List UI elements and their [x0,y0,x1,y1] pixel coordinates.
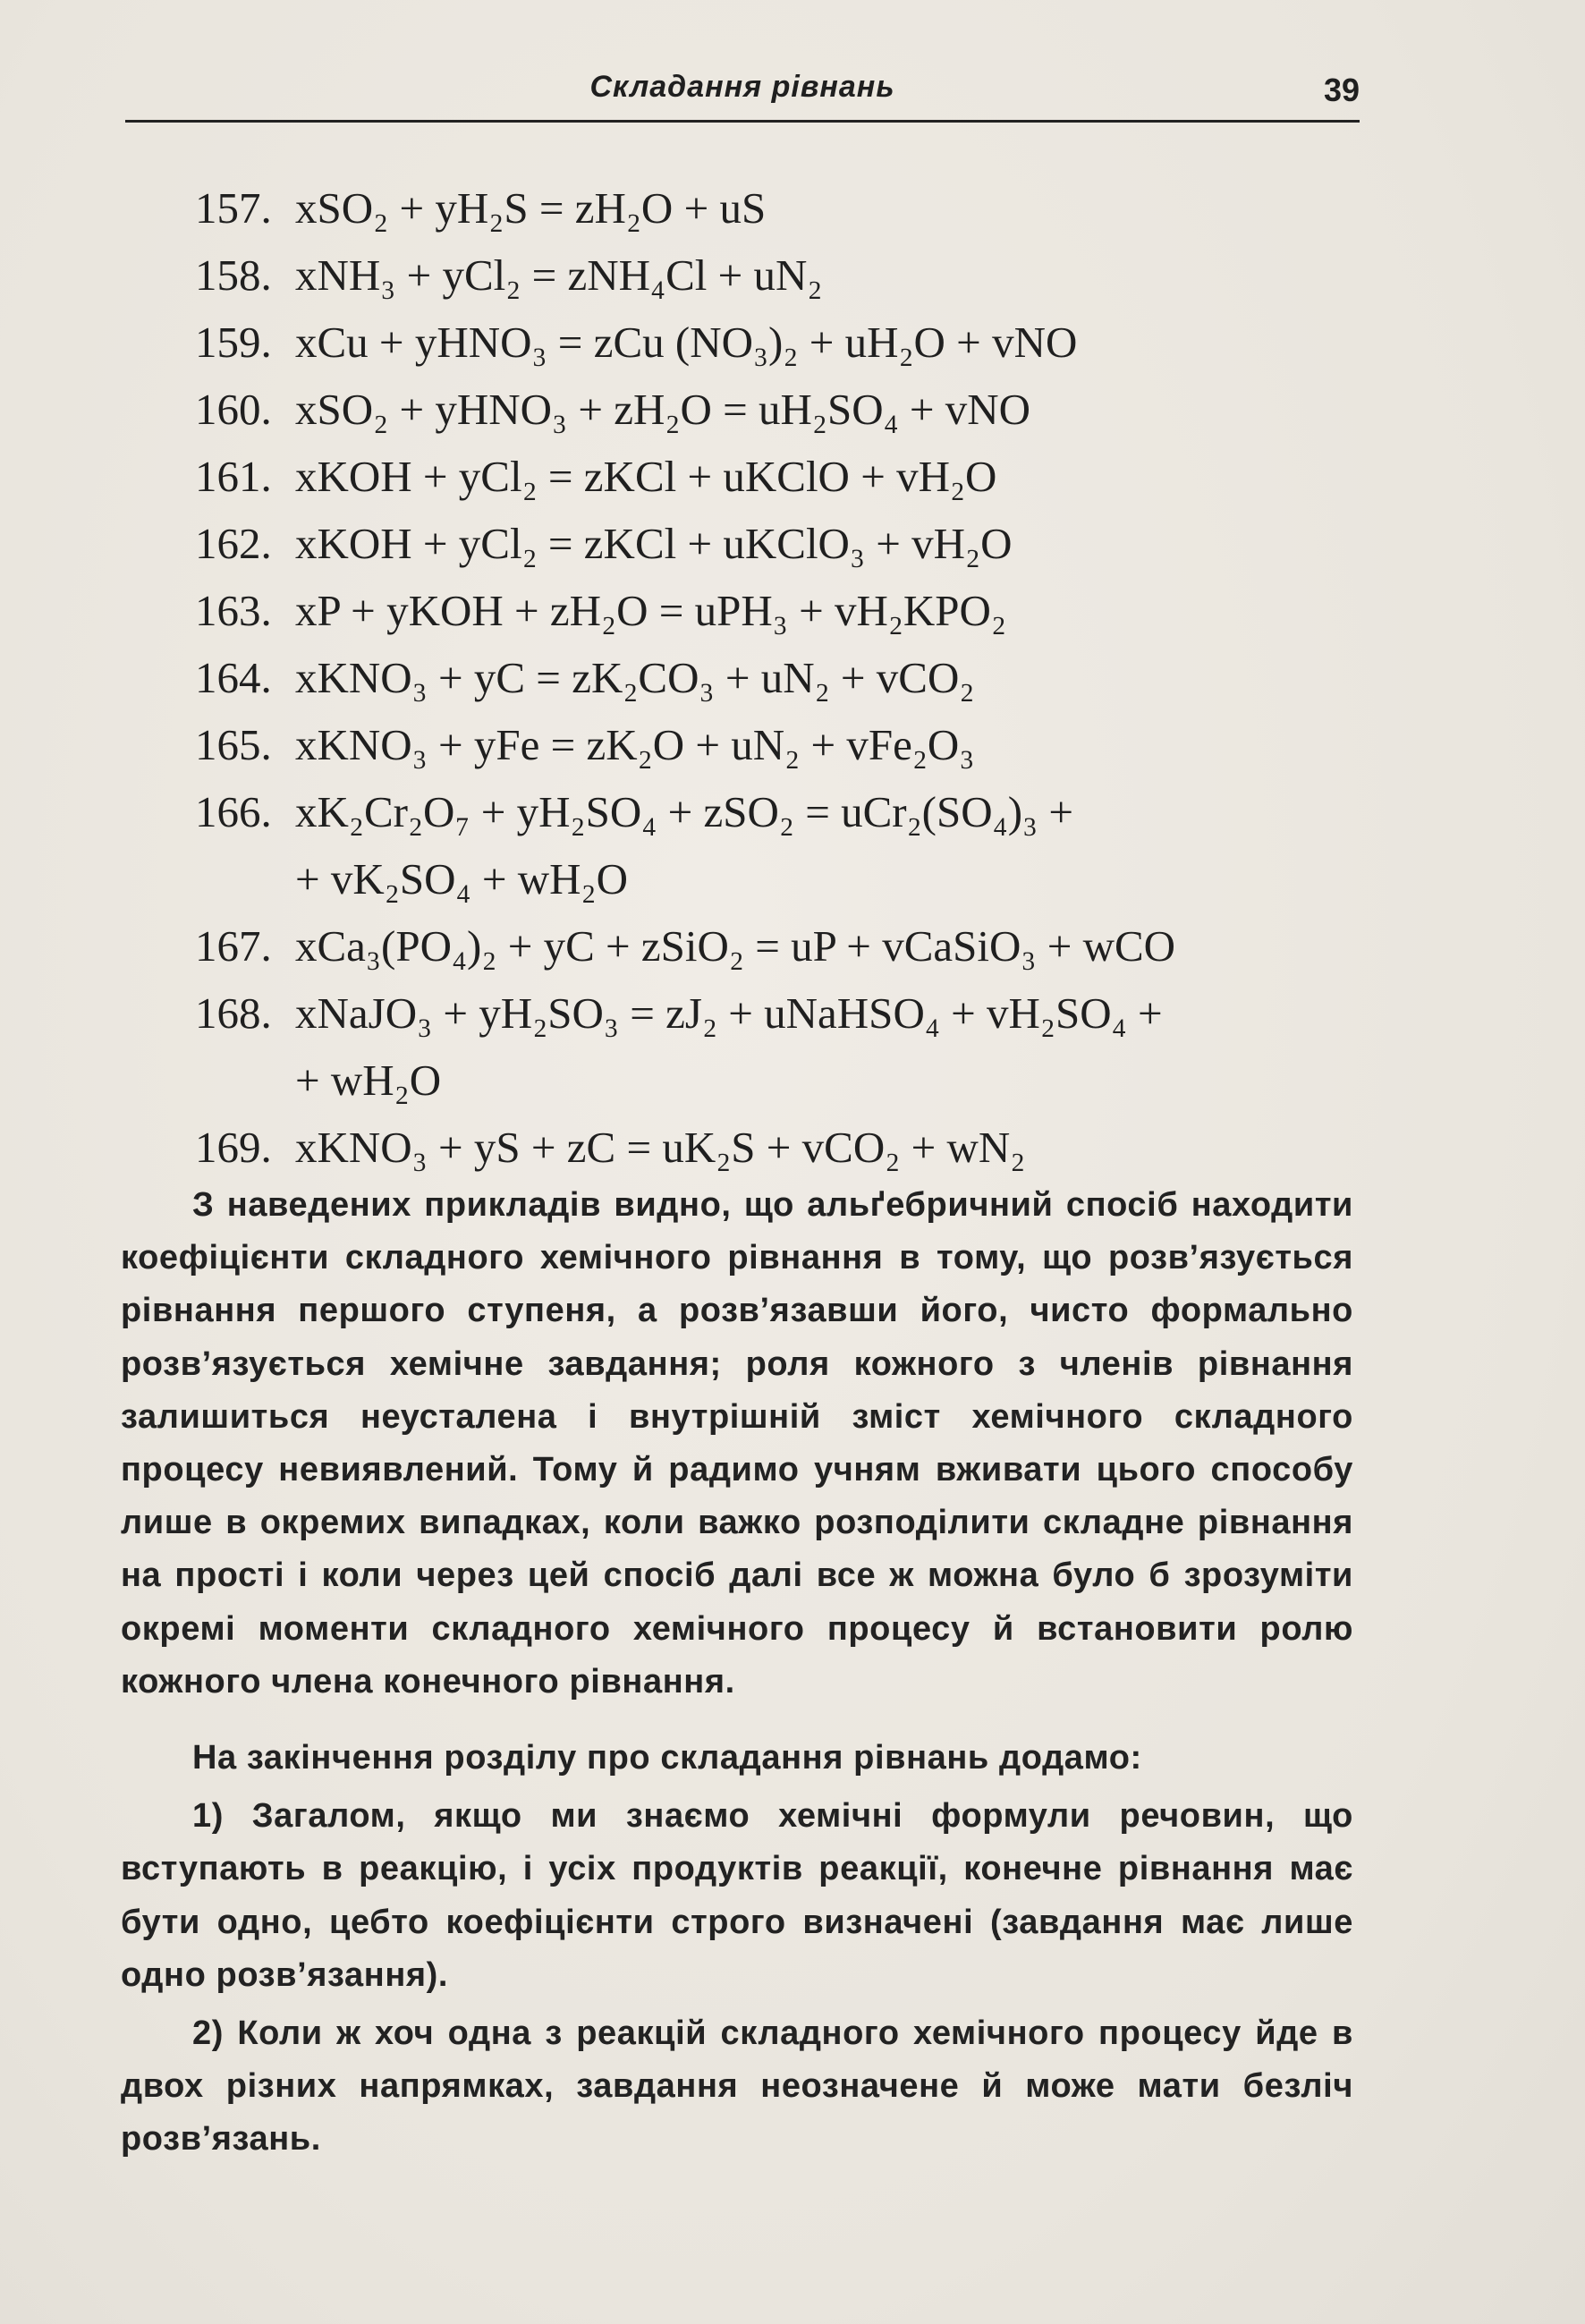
equation-159 [195,309,1358,376]
equation-165 [195,711,1358,778]
equation-text: xCa₃(PO₄)₂ + yC + zSiO₂ = uP + vCaSiO₃ + wCO [295,921,1176,971]
paragraph-point-1: 1) Загалом, якщо ми знаємо хемічні формули речовин, що вступають в реакцію, і усіх продуктів реакції, конечне рівнання має бути одно, цебто коефіцієнти строго визначені (завдання має лише одно розв’язання). [121,1797,1353,1994]
header-rule [125,120,1360,123]
equation-number: 164. [195,653,272,702]
equation-number: 167. [195,921,272,971]
equation-158 [195,242,1358,309]
equation-166 [195,778,1358,845]
equation-text: xNH₃ + yCl₂ = zNH₄Cl + uN₂ [295,250,823,300]
equation-166-continuation: + vK₂SO₄ + wH₂O [295,854,628,903]
body-text [121,1179,1353,2167]
equation-163 [195,577,1358,644]
equation-text: xKNO₃ + yS + zC = uK₂S + vCO₂ + wN₂ [295,1123,1026,1172]
equation-list [195,174,1358,1181]
paragraph-algebraic-method: З наведених прикладів видно, що альґебричний спосіб находити коефіцієнти складного хемічного рівнання в тому, що розв’язується рівнання першого ступеня, а розв’язавши його, чисто формально розв’язується хемічне завдання; роля кожного з членів рівнання залишиться неусталена і внутрішній зміст хемічного складного процесу невиявлений. Тому й радимо учням вживати цього способу лише в окремих випадках, коли важко розподілити складне рівнання на прості і коли через цей спосіб далі все ж можна було б зрозуміти окремі моменти складного хемічного процесу й встановити ролю кожного члена конечного рівнання. [121,1186,1353,1701]
equation-160 [195,376,1358,443]
equation-162 [195,510,1358,577]
paragraph-point-2: 2) Коли ж хоч одна з реакцій складного хемічного процесу йде в двох різних напрямках, завдання неозначене й може мати безліч розв’язань. [121,2014,1353,2159]
equation-text: xSO₂ + yHNO₃ + zH₂O = uH₂SO₄ + vNO [295,385,1031,434]
equation-text: xK₂Cr₂O₇ + yH₂SO₄ + zSO₂ = uCr₂(SO₄)₃ + [295,787,1073,836]
equation-number: 157. [195,183,272,233]
equation-number: 165. [195,720,272,769]
equation-number: 163. [195,586,272,635]
equation-168-continuation: + wH₂O [295,1056,442,1105]
equation-text: xKNO₃ + yC = zK₂CO₃ + uN₂ + vCO₂ [295,653,975,702]
equation-169 [195,1114,1358,1181]
equation-text: xKOH + yCl₂ = zKCl + uKClO₃ + vH₂O [295,519,1013,568]
equation-text: xKNO₃ + yFe = zK₂O + uN₂ + vFe₂O₃ [295,720,975,769]
running-head [125,70,1360,132]
equation-number: 168. [195,988,272,1038]
equation-text: xCu + yHNO₃ = zCu (NO₃)₂ + uH₂O + vNO [295,318,1078,367]
paragraph-conclusion-intro: На закінчення розділу про складання рівнань додамо: [192,1739,1142,1777]
equation-157 [195,174,1358,242]
equation-164 [195,644,1358,711]
equation-number: 166. [195,787,272,836]
equation-number: 162. [195,519,272,568]
equation-number: 169. [195,1123,272,1172]
equation-number: 160. [195,385,272,434]
running-head-title: Складання рівнань [589,70,895,104]
equation-number: 158. [195,250,272,300]
equation-text: xSO₂ + yH₂S = zH₂O + uS [295,183,767,233]
equation-167 [195,912,1358,980]
equation-text: xNaJO₃ + yH₂SO₃ = zJ₂ + uNaHSO₄ + vH₂SO₄ + [295,988,1163,1038]
equation-text: xP + yKOH + zH₂O = uPH₃ + vH₂KPO₂ [295,586,1007,635]
equation-161 [195,443,1358,510]
equation-text: xKOH + yCl₂ = zKCl + uKClO + vH₂O [295,452,997,501]
equation-168 [195,980,1358,1047]
page-number: 39 [1323,72,1360,108]
equation-number: 161. [195,452,272,501]
equation-number: 159. [195,318,272,367]
